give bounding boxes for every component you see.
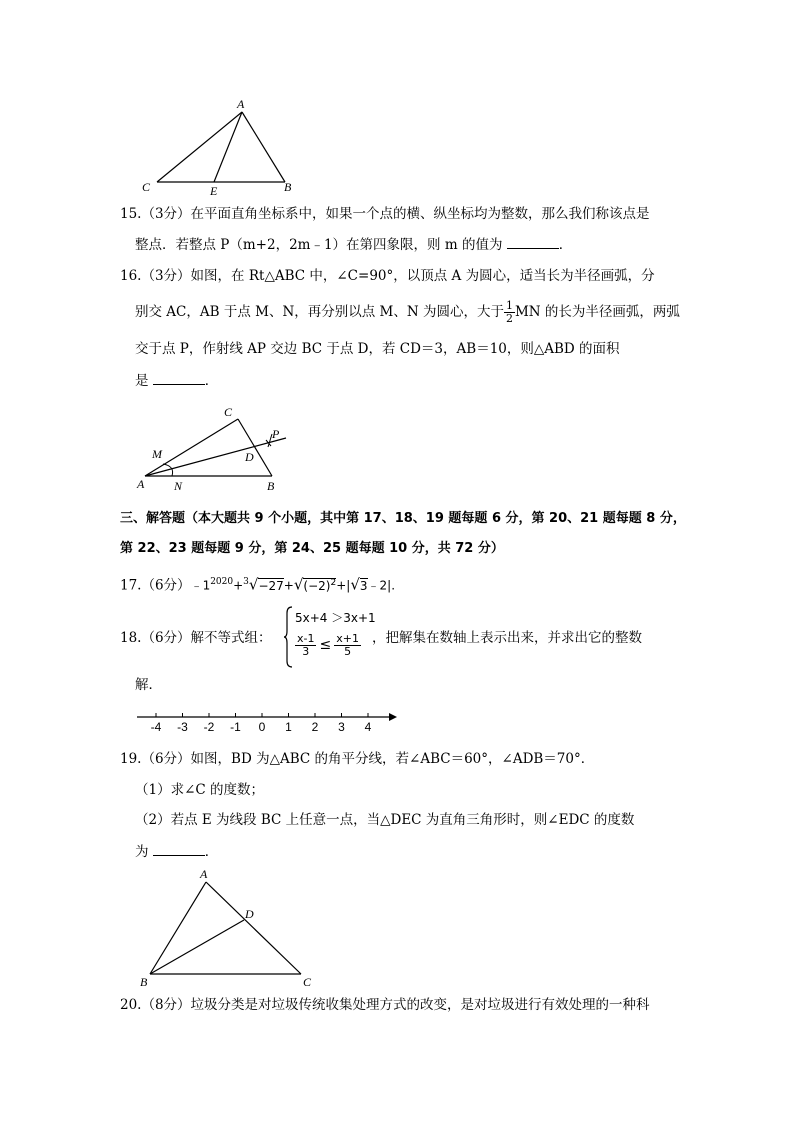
number-line-tick-label: 1 [285, 720, 292, 734]
q15-line1: 15.（3分）在平面直角坐标系中，如果一个点的横、纵坐标均为整数，那么我们称该点是 [120, 206, 650, 222]
frac-num: 1 [505, 299, 513, 312]
label-b: B [284, 180, 292, 194]
q18-f2-num: x+1 [336, 632, 359, 645]
answer-blank-q15[interactable] [507, 236, 559, 249]
q18-line2: 解． [135, 677, 162, 693]
number-line-tick-label: 0 [258, 720, 266, 734]
answer-blank-q19[interactable] [153, 843, 205, 856]
q17-expression [120, 573, 395, 595]
q18-suffix: ，把解集在数轴上表示出来，并求出它的整数 [372, 630, 642, 646]
ray-ap [145, 438, 286, 476]
q19-sub2b-end: ． [204, 844, 219, 860]
q19-sub2: （2）若点 E 为线段 BC 上任意一点，当△DEC 为直角三角形时，则∠EDC 的度数 [135, 812, 635, 828]
brace-icon [284, 605, 294, 669]
radical-sign-icon: √ [248, 575, 259, 594]
label-b: B [267, 479, 275, 493]
q17-abs-open: +| [336, 578, 351, 593]
number-line-ticks [151, 713, 372, 734]
q17-abs-close: ﹣2|. [367, 578, 396, 593]
label-a: A [200, 867, 208, 881]
q16-line4-end: ． [204, 373, 219, 389]
number-line-tick-label: 2 [311, 720, 319, 734]
number-line-tick-label: -1 [230, 720, 241, 734]
label-a: A [137, 477, 145, 491]
q15-line2-text: 整点．若整点 P（m+2，2m﹣1）在第四象限，则 m 的值为 [135, 237, 507, 253]
label-c: C [142, 180, 151, 194]
figure-triangle-abc-bd [135, 866, 325, 991]
q16-line1: 16.（3分）如图，在 Rt△ABC 中，∠C=90°，以顶点 A 为圆心，适当长为半径画弧，分 [120, 268, 655, 284]
q19-sub2b-text: 为 [135, 844, 153, 860]
q17-radicand3: 3 [359, 578, 368, 593]
section-heading-line2: 第 22、23 题每题 9 分，第 24、25 题每题 10 分，共 72 分） [120, 541, 504, 556]
number-line-tick-label: 4 [364, 720, 372, 734]
number-line-tick-label: -2 [203, 720, 215, 734]
q16-line2-text: 别交 AC，AB 于点 M、N，再分别以点 M、N 为圆心，大于 [135, 304, 504, 320]
q18-fraction1 [295, 633, 316, 658]
q16-line2 [135, 300, 680, 325]
q18-inequality1: 5x+4 ＞3x+1 [295, 611, 376, 625]
q18-prefix: 18.（6分）解不等式组： [120, 630, 272, 646]
q18-relation: ≤ [319, 637, 332, 653]
q19-sub1: （1）求∠C 的度数； [135, 782, 265, 798]
q18-f2-den: 5 [344, 645, 352, 658]
q16-line4-text: 是 [135, 373, 153, 389]
q18-f1-num: x-1 [297, 632, 315, 645]
q15-line2-end: ． [558, 237, 573, 253]
number-line[interactable] [135, 705, 405, 735]
segment-bd [150, 920, 244, 974]
label-d: D [245, 907, 254, 921]
segment-ca [157, 112, 242, 182]
q19-line1: 19.（6分）如图，BD 为△ABC 的角平分线，若∠ABC＝60°，∠ADB＝70°． [120, 751, 595, 767]
q17-plus1: + [233, 578, 244, 593]
q17-plus2: + [283, 578, 294, 593]
segment-ac [206, 882, 301, 974]
q18-inequality2 [295, 633, 361, 658]
radical-sign-icon: √ [350, 575, 360, 594]
label-e: E [210, 184, 218, 198]
q17-prefix: 17.（6分） [120, 577, 191, 594]
answer-blank-q16[interactable] [153, 372, 205, 385]
q19-sub2b [135, 843, 218, 861]
radical-sign-icon: √ [293, 575, 304, 594]
q16-line4 [135, 372, 218, 390]
label-m: M [152, 447, 162, 461]
q20-line1: 20.（8分）垃圾分类是对垃圾传统收集处理方式的改变，是对垃圾进行有效处理的一种科 [120, 997, 650, 1013]
q17-term1: ﹣1 [190, 578, 211, 593]
fraction-one-half [504, 300, 515, 325]
q18-fraction2 [334, 633, 361, 658]
label-c: C [303, 975, 312, 989]
q17-radicand2: (−2) [303, 578, 331, 593]
segment-ab [242, 112, 285, 182]
q17-radicand1: −27 [258, 578, 284, 593]
figure-right-triangle-abc [130, 400, 300, 495]
q17-radicand2-exp: 2 [330, 577, 337, 588]
segment-ae [214, 112, 242, 182]
q17-root-index: 3 [243, 577, 249, 587]
q16-line3: 交于点 P，作射线 AP 交边 BC 于点 D，若 CD＝3，AB＝10，则△ABD 的面积 [135, 341, 620, 357]
q18-f1-den: 3 [302, 645, 310, 658]
q16-line2-end: MN 的长为半径画弧，两弧 [514, 304, 680, 320]
q15-line2 [135, 236, 572, 254]
arrow-right-icon [389, 713, 397, 721]
q17-exponent: 2020 [210, 577, 234, 587]
segment-ba [150, 882, 206, 974]
label-b: B [140, 975, 148, 989]
label-n: N [174, 479, 183, 493]
number-line-tick-label: 3 [338, 720, 345, 734]
section-heading-line1: 三、解答题（本大题共 9 个小题，其中第 17、18、19 题每题 6 分，第 20、21 题每题 8 分， [120, 511, 686, 526]
label-p: P [272, 427, 280, 441]
label-c: C [224, 405, 233, 419]
figure-triangle-ace-b [140, 95, 300, 200]
segment-cb [238, 419, 272, 476]
label-d: D [245, 450, 254, 464]
number-line-tick-label: -4 [150, 720, 162, 734]
frac-den: 2 [505, 312, 513, 325]
label-a: A [237, 97, 245, 111]
number-line-tick-label: -3 [177, 720, 188, 734]
